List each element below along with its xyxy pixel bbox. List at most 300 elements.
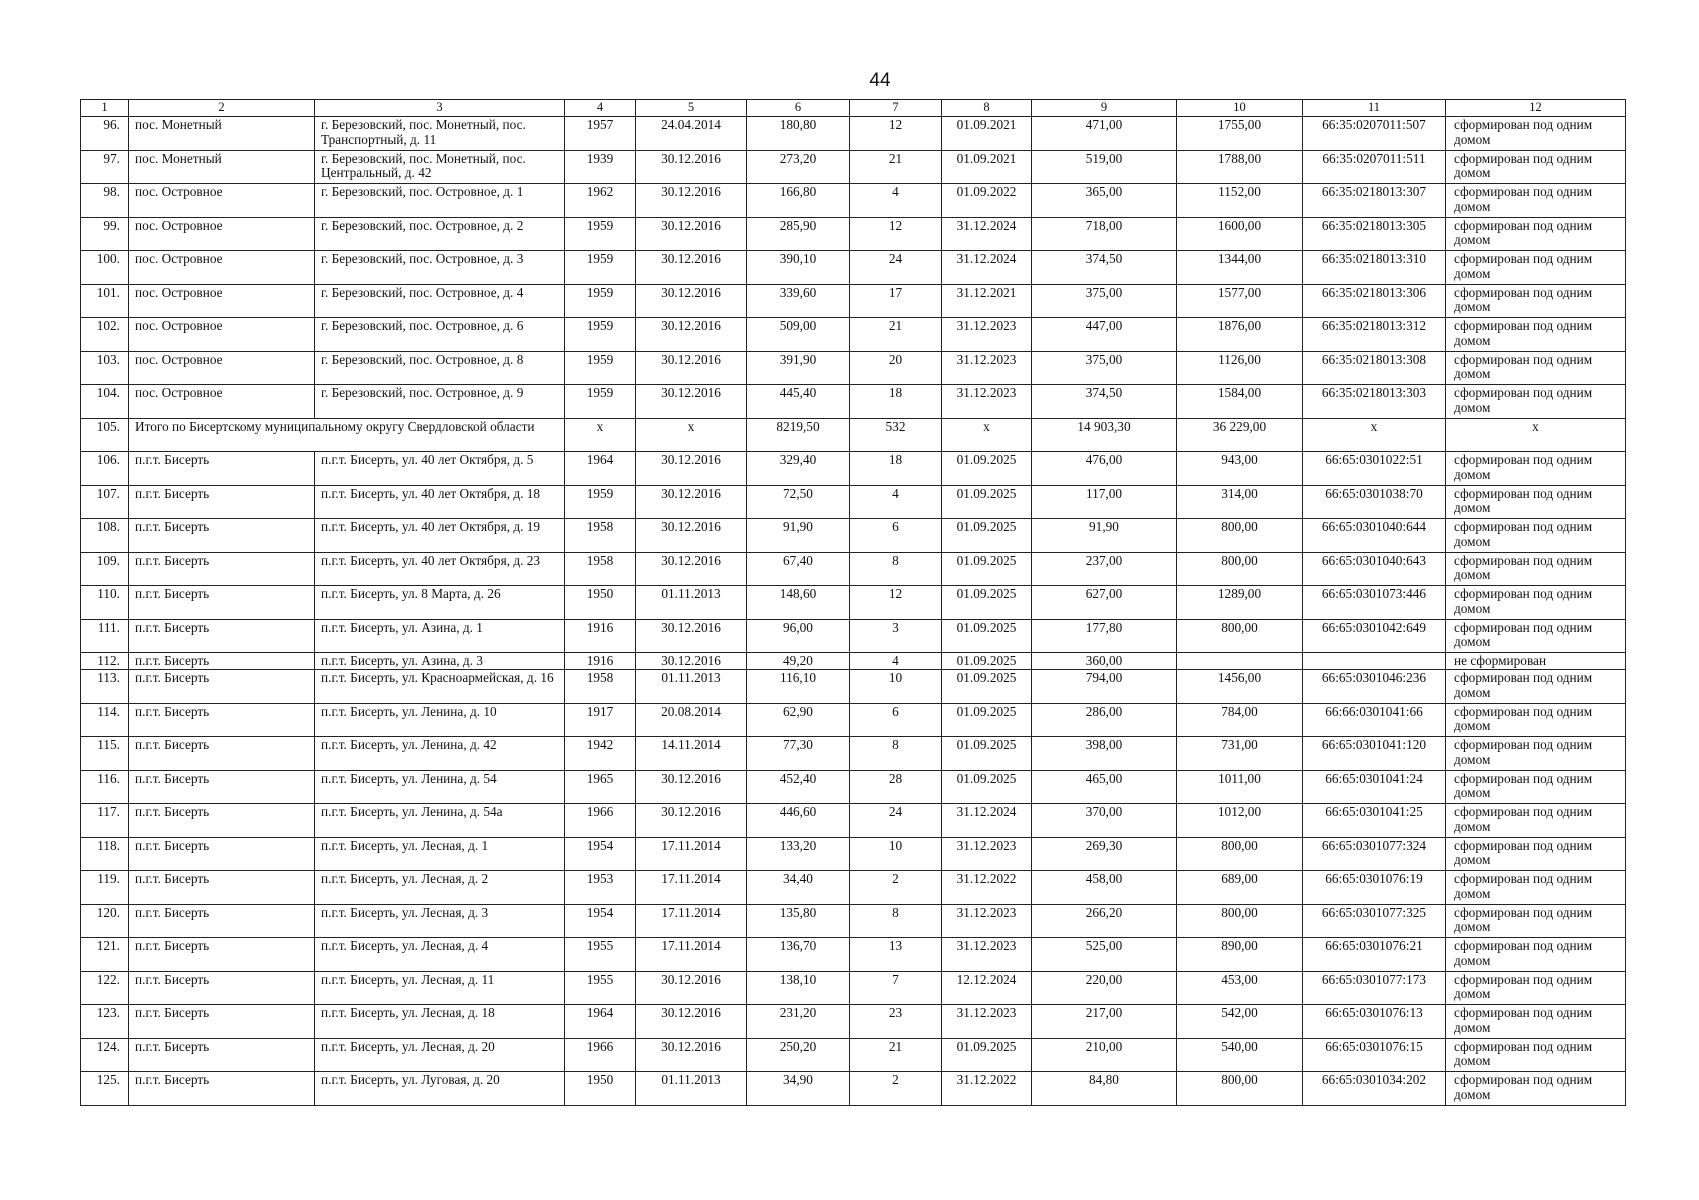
- registration-date: 30.12.2016: [636, 351, 747, 385]
- table-row: [81, 1072, 1626, 1106]
- build-year: 1966: [565, 804, 636, 838]
- value-col10: 1011,00: [1177, 770, 1303, 804]
- value-col9: 237,00: [1032, 552, 1177, 586]
- value-col9: 217,00: [1032, 1005, 1177, 1039]
- cadastral-number: 66:65:0301076:19: [1303, 871, 1446, 905]
- registration-date: 30.12.2016: [636, 1005, 747, 1039]
- build-year: 1966: [565, 1038, 636, 1072]
- value-col9: 476,00: [1032, 452, 1177, 486]
- registration-date: 30.12.2016: [636, 653, 747, 670]
- housing-registry-table: [80, 99, 1626, 1106]
- value-col10: 36 229,00: [1177, 418, 1303, 452]
- value-col10: 890,00: [1177, 938, 1303, 972]
- settlement-name: п.г.т. Бисерть: [129, 619, 315, 653]
- land-status: сформирован под одним домом: [1446, 251, 1626, 285]
- row-number: 123.: [81, 1005, 129, 1039]
- deadline-date: 01.09.2025: [942, 619, 1032, 653]
- residents-count: 18: [850, 452, 942, 486]
- value-col10: 1126,00: [1177, 351, 1303, 385]
- registration-date: 01.11.2013: [636, 586, 747, 620]
- value-col9: 374,50: [1032, 251, 1177, 285]
- deadline-date: 31.12.2024: [942, 217, 1032, 251]
- table-row: [81, 284, 1626, 318]
- registration-date: 30.12.2016: [636, 150, 747, 184]
- value-col10: 314,00: [1177, 485, 1303, 519]
- land-status: сформирован под одним домом: [1446, 1005, 1626, 1039]
- residents-count: 23: [850, 1005, 942, 1039]
- address: г. Березовский, пос. Островное, д. 1: [315, 184, 565, 218]
- cadastral-number: 66:65:0301046:236: [1303, 670, 1446, 704]
- value-col10: 1456,00: [1177, 670, 1303, 704]
- value-col10: 800,00: [1177, 904, 1303, 938]
- table-row: [81, 452, 1626, 486]
- deadline-date: 01.09.2025: [942, 1038, 1032, 1072]
- residents-count: 18: [850, 385, 942, 419]
- address: г. Березовский, пос. Островное, д. 8: [315, 351, 565, 385]
- address: п.г.т. Бисерть, ул. 40 лет Октября, д. 19: [315, 519, 565, 553]
- settlement-name: п.г.т. Бисерть: [129, 653, 315, 670]
- column-number: 11: [1303, 100, 1446, 117]
- cadastral-number: 66:66:0301041:66: [1303, 703, 1446, 737]
- address: п.г.т. Бисерть, ул. 40 лет Октября, д. 18: [315, 485, 565, 519]
- build-year: 1959: [565, 284, 636, 318]
- registration-date: 17.11.2014: [636, 938, 747, 972]
- cadastral-number: 66:65:0301077:173: [1303, 971, 1446, 1005]
- table-row: [81, 770, 1626, 804]
- table-row: [81, 871, 1626, 905]
- area-value: 67,40: [747, 552, 850, 586]
- settlement-name: пос. Островное: [129, 184, 315, 218]
- area-value: 8219,50: [747, 418, 850, 452]
- area-value: 452,40: [747, 770, 850, 804]
- area-value: 62,90: [747, 703, 850, 737]
- address: п.г.т. Бисерть, ул. 40 лет Октября, д. 23: [315, 552, 565, 586]
- address: п.г.т. Бисерть, ул. Лесная, д. 11: [315, 971, 565, 1005]
- value-col10: 689,00: [1177, 871, 1303, 905]
- deadline-date: 01.09.2022: [942, 184, 1032, 218]
- page-number: 44: [869, 70, 891, 91]
- registration-date: 30.12.2016: [636, 485, 747, 519]
- table-row: [81, 251, 1626, 285]
- settlement-name: п.г.т. Бисерть: [129, 871, 315, 905]
- table-row: [81, 670, 1626, 704]
- value-col9: 365,00: [1032, 184, 1177, 218]
- value-col10: 453,00: [1177, 971, 1303, 1005]
- residents-count: 10: [850, 837, 942, 871]
- value-col10: 800,00: [1177, 837, 1303, 871]
- deadline-date: 31.12.2023: [942, 318, 1032, 352]
- land-status: сформирован под одним домом: [1446, 184, 1626, 218]
- area-value: 34,40: [747, 871, 850, 905]
- row-number: 120.: [81, 904, 129, 938]
- registration-date: 17.11.2014: [636, 871, 747, 905]
- build-year: 1958: [565, 670, 636, 704]
- settlement-name: п.г.т. Бисерть: [129, 670, 315, 704]
- cadastral-number: 66:65:0301034:202: [1303, 1072, 1446, 1106]
- cadastral-number: 66:65:0301041:25: [1303, 804, 1446, 838]
- deadline-date: 01.09.2025: [942, 586, 1032, 620]
- residents-count: 21: [850, 1038, 942, 1072]
- column-number: 12: [1446, 100, 1626, 117]
- value-col9: 91,90: [1032, 519, 1177, 553]
- row-number: 114.: [81, 703, 129, 737]
- land-status: сформирован под одним домом: [1446, 485, 1626, 519]
- row-number: 111.: [81, 619, 129, 653]
- deadline-date: 31.12.2023: [942, 385, 1032, 419]
- build-year: 1964: [565, 452, 636, 486]
- deadline-date: 12.12.2024: [942, 971, 1032, 1005]
- address: п.г.т. Бисерть, ул. Лесная, д. 20: [315, 1038, 565, 1072]
- address: г. Березовский, пос. Островное, д. 4: [315, 284, 565, 318]
- value-col10: 1788,00: [1177, 150, 1303, 184]
- land-status: сформирован под одним домом: [1446, 703, 1626, 737]
- deadline-date: 01.09.2025: [942, 737, 1032, 771]
- value-col9: 177,80: [1032, 619, 1177, 653]
- row-number: 100.: [81, 251, 129, 285]
- row-number: 102.: [81, 318, 129, 352]
- area-value: 273,20: [747, 150, 850, 184]
- registration-date: 30.12.2016: [636, 385, 747, 419]
- value-col10: 800,00: [1177, 552, 1303, 586]
- value-col9: 286,00: [1032, 703, 1177, 737]
- build-year: 1939: [565, 150, 636, 184]
- build-year: 1958: [565, 519, 636, 553]
- land-status: сформирован под одним домом: [1446, 284, 1626, 318]
- build-year: 1917: [565, 703, 636, 737]
- table-row: [81, 1005, 1626, 1039]
- land-status: сформирован под одним домом: [1446, 770, 1626, 804]
- address: г. Березовский, пос. Монетный, пос. Транспортный, д. 11: [315, 117, 565, 151]
- table-row: [81, 150, 1626, 184]
- table-row: [81, 619, 1626, 653]
- cadastral-number: 66:65:0301038:70: [1303, 485, 1446, 519]
- residents-count: 12: [850, 117, 942, 151]
- deadline-date: 01.09.2025: [942, 452, 1032, 486]
- settlement-name: п.г.т. Бисерть: [129, 971, 315, 1005]
- registration-date: 30.12.2016: [636, 619, 747, 653]
- area-value: 180,80: [747, 117, 850, 151]
- area-value: 446,60: [747, 804, 850, 838]
- row-number: 124.: [81, 1038, 129, 1072]
- area-value: 166,80: [747, 184, 850, 218]
- row-number: 109.: [81, 552, 129, 586]
- column-number-row: [81, 100, 1626, 117]
- build-year: 1954: [565, 837, 636, 871]
- value-col10: 1012,00: [1177, 804, 1303, 838]
- residents-count: 13: [850, 938, 942, 972]
- deadline-date: 01.09.2021: [942, 150, 1032, 184]
- row-number: 104.: [81, 385, 129, 419]
- registration-date: 17.11.2014: [636, 904, 747, 938]
- value-col10: 1876,00: [1177, 318, 1303, 352]
- area-value: 509,00: [747, 318, 850, 352]
- value-col9: 266,20: [1032, 904, 1177, 938]
- area-value: 148,60: [747, 586, 850, 620]
- area-value: 250,20: [747, 1038, 850, 1072]
- land-status: сформирован под одним домом: [1446, 519, 1626, 553]
- area-value: 116,10: [747, 670, 850, 704]
- cadastral-number: 66:65:0301077:325: [1303, 904, 1446, 938]
- value-col10: 1600,00: [1177, 217, 1303, 251]
- row-number: 106.: [81, 452, 129, 486]
- residents-count: 6: [850, 703, 942, 737]
- residents-count: 17: [850, 284, 942, 318]
- residents-count: 3: [850, 619, 942, 653]
- table-row: [81, 703, 1626, 737]
- land-status: сформирован под одним домом: [1446, 737, 1626, 771]
- registration-date: 30.12.2016: [636, 284, 747, 318]
- table-row: [81, 904, 1626, 938]
- build-year: 1955: [565, 938, 636, 972]
- cadastral-number: 66:65:0301073:446: [1303, 586, 1446, 620]
- value-col10: 1289,00: [1177, 586, 1303, 620]
- cadastral-number: 66:35:0218013:312: [1303, 318, 1446, 352]
- land-status: сформирован под одним домом: [1446, 670, 1626, 704]
- cadastral-number: 66:35:0218013:308: [1303, 351, 1446, 385]
- build-year: 1953: [565, 871, 636, 905]
- residents-count: 4: [850, 184, 942, 218]
- residents-count: 4: [850, 653, 942, 670]
- row-number: 117.: [81, 804, 129, 838]
- residents-count: 24: [850, 251, 942, 285]
- deadline-date: 01.09.2025: [942, 703, 1032, 737]
- build-year: 1955: [565, 971, 636, 1005]
- value-col9: 398,00: [1032, 737, 1177, 771]
- settlement-name: п.г.т. Бисерть: [129, 1005, 315, 1039]
- settlement-name: п.г.т. Бисерть: [129, 586, 315, 620]
- build-year: x: [565, 418, 636, 452]
- settlement-name: п.г.т. Бисерть: [129, 938, 315, 972]
- settlement-name: пос. Островное: [129, 217, 315, 251]
- address: п.г.т. Бисерть, ул. 40 лет Октября, д. 5: [315, 452, 565, 486]
- value-col10: 800,00: [1177, 1072, 1303, 1106]
- land-status: сформирован под одним домом: [1446, 971, 1626, 1005]
- column-number: 9: [1032, 100, 1177, 117]
- deadline-date: 31.12.2022: [942, 871, 1032, 905]
- build-year: 1916: [565, 653, 636, 670]
- row-number: 103.: [81, 351, 129, 385]
- value-col9: 471,00: [1032, 117, 1177, 151]
- area-value: 136,70: [747, 938, 850, 972]
- build-year: 1962: [565, 184, 636, 218]
- build-year: 1959: [565, 485, 636, 519]
- cadastral-number: 66:65:0301076:13: [1303, 1005, 1446, 1039]
- row-number: 116.: [81, 770, 129, 804]
- total-label: Итого по Бисертскому муниципальному округу Свердловской области: [129, 418, 565, 452]
- registration-date: 01.11.2013: [636, 670, 747, 704]
- land-status: сформирован под одним домом: [1446, 904, 1626, 938]
- area-value: 49,20: [747, 653, 850, 670]
- address: п.г.т. Бисерть, ул. Ленина, д. 54: [315, 770, 565, 804]
- build-year: 1959: [565, 318, 636, 352]
- address: п.г.т. Бисерть, ул. Лесная, д. 4: [315, 938, 565, 972]
- build-year: 1959: [565, 351, 636, 385]
- cadastral-number: 66:35:0218013:310: [1303, 251, 1446, 285]
- row-number: 97.: [81, 150, 129, 184]
- land-status: сформирован под одним домом: [1446, 351, 1626, 385]
- deadline-date: 01.09.2025: [942, 552, 1032, 586]
- table-row: [81, 519, 1626, 553]
- area-value: 231,20: [747, 1005, 850, 1039]
- cadastral-number: 66:65:0301022:51: [1303, 452, 1446, 486]
- address: г. Березовский, пос. Островное, д. 9: [315, 385, 565, 419]
- land-status: сформирован под одним домом: [1446, 837, 1626, 871]
- registration-date: 30.12.2016: [636, 971, 747, 1005]
- area-value: 445,40: [747, 385, 850, 419]
- residents-count: 28: [850, 770, 942, 804]
- residents-count: 21: [850, 318, 942, 352]
- column-number: 2: [129, 100, 315, 117]
- deadline-date: 31.12.2023: [942, 351, 1032, 385]
- land-status: сформирован под одним домом: [1446, 150, 1626, 184]
- value-col9: 210,00: [1032, 1038, 1177, 1072]
- deadline-date: 31.12.2023: [942, 938, 1032, 972]
- area-value: 135,80: [747, 904, 850, 938]
- registration-date: 30.12.2016: [636, 804, 747, 838]
- registration-date: 01.11.2013: [636, 1072, 747, 1106]
- registration-date: 30.12.2016: [636, 770, 747, 804]
- residents-count: 7: [850, 971, 942, 1005]
- build-year: 1916: [565, 619, 636, 653]
- cadastral-number: 66:65:0301040:643: [1303, 552, 1446, 586]
- value-col10: 943,00: [1177, 452, 1303, 486]
- address: п.г.т. Бисерть, ул. Лесная, д. 1: [315, 837, 565, 871]
- settlement-name: пос. Монетный: [129, 117, 315, 151]
- settlement-name: п.г.т. Бисерть: [129, 485, 315, 519]
- value-col9: 525,00: [1032, 938, 1177, 972]
- address: г. Березовский, пос. Островное, д. 3: [315, 251, 565, 285]
- build-year: 1957: [565, 117, 636, 151]
- land-status: сформирован под одним домом: [1446, 1038, 1626, 1072]
- value-col9: 465,00: [1032, 770, 1177, 804]
- area-value: 91,90: [747, 519, 850, 553]
- registration-date: 24.04.2014: [636, 117, 747, 151]
- address: г. Березовский, пос. Островное, д. 2: [315, 217, 565, 251]
- deadline-date: 01.09.2025: [942, 770, 1032, 804]
- cadastral-number: 66:35:0218013:305: [1303, 217, 1446, 251]
- table-row: [81, 117, 1626, 151]
- settlement-name: п.г.т. Бисерть: [129, 552, 315, 586]
- total-row: [81, 418, 1626, 452]
- cadastral-number: 66:65:0301042:649: [1303, 619, 1446, 653]
- column-number: 6: [747, 100, 850, 117]
- value-col10: 1152,00: [1177, 184, 1303, 218]
- value-col10: [1177, 653, 1303, 670]
- settlement-name: пос. Островное: [129, 251, 315, 285]
- settlement-name: пос. Островное: [129, 318, 315, 352]
- residents-count: 2: [850, 871, 942, 905]
- build-year: 1950: [565, 1072, 636, 1106]
- settlement-name: пос. Островное: [129, 385, 315, 419]
- build-year: 1958: [565, 552, 636, 586]
- registration-date: 30.12.2016: [636, 251, 747, 285]
- address: п.г.т. Бисерть, ул. Красноармейская, д. 16: [315, 670, 565, 704]
- deadline-date: 31.12.2022: [942, 1072, 1032, 1106]
- build-year: 1965: [565, 770, 636, 804]
- area-value: 329,40: [747, 452, 850, 486]
- cadastral-number: 66:35:0218013:303: [1303, 385, 1446, 419]
- column-number: 7: [850, 100, 942, 117]
- residents-count: 532: [850, 418, 942, 452]
- deadline-date: 31.12.2024: [942, 251, 1032, 285]
- residents-count: 8: [850, 552, 942, 586]
- land-status: сформирован под одним домом: [1446, 1072, 1626, 1106]
- row-number: 125.: [81, 1072, 129, 1106]
- land-status: сформирован под одним домом: [1446, 552, 1626, 586]
- registration-date: 14.11.2014: [636, 737, 747, 771]
- row-number: 99.: [81, 217, 129, 251]
- value-col9: 458,00: [1032, 871, 1177, 905]
- address: п.г.т. Бисерть, ул. Лесная, д. 2: [315, 871, 565, 905]
- cadastral-number: 66:65:0301040:644: [1303, 519, 1446, 553]
- registration-date: 30.12.2016: [636, 318, 747, 352]
- build-year: 1950: [565, 586, 636, 620]
- table-row: [81, 737, 1626, 771]
- row-number: 112.: [81, 653, 129, 670]
- address: п.г.т. Бисерть, ул. Азина, д. 1: [315, 619, 565, 653]
- address: п.г.т. Бисерть, ул. 8 Марта, д. 26: [315, 586, 565, 620]
- deadline-date: 01.09.2025: [942, 519, 1032, 553]
- registration-date: 30.12.2016: [636, 217, 747, 251]
- area-value: 34,90: [747, 1072, 850, 1106]
- deadline-date: 31.12.2023: [942, 904, 1032, 938]
- value-col10: 731,00: [1177, 737, 1303, 771]
- column-number: 3: [315, 100, 565, 117]
- address: п.г.т. Бисерть, ул. Лесная, д. 18: [315, 1005, 565, 1039]
- value-col10: 540,00: [1177, 1038, 1303, 1072]
- value-col10: 1584,00: [1177, 385, 1303, 419]
- registration-date: 30.12.2016: [636, 1038, 747, 1072]
- row-number: 96.: [81, 117, 129, 151]
- column-number: 8: [942, 100, 1032, 117]
- value-col9: 627,00: [1032, 586, 1177, 620]
- build-year: 1964: [565, 1005, 636, 1039]
- settlement-name: п.г.т. Бисерть: [129, 452, 315, 486]
- column-number: 5: [636, 100, 747, 117]
- table-row: [81, 385, 1626, 419]
- column-number: 10: [1177, 100, 1303, 117]
- value-col9: 374,50: [1032, 385, 1177, 419]
- value-col10: 1344,00: [1177, 251, 1303, 285]
- address: п.г.т. Бисерть, ул. Азина, д. 3: [315, 653, 565, 670]
- deadline-date: 01.09.2025: [942, 670, 1032, 704]
- row-number: 119.: [81, 871, 129, 905]
- deadline-date: 31.12.2023: [942, 1005, 1032, 1039]
- value-col9: 117,00: [1032, 485, 1177, 519]
- value-col9: 269,30: [1032, 837, 1177, 871]
- value-col9: 718,00: [1032, 217, 1177, 251]
- value-col9: 84,80: [1032, 1072, 1177, 1106]
- value-col9: 14 903,30: [1032, 418, 1177, 452]
- cadastral-number: 66:35:0207011:511: [1303, 150, 1446, 184]
- land-status: сформирован под одним домом: [1446, 217, 1626, 251]
- column-number: 4: [565, 100, 636, 117]
- table-row: [81, 804, 1626, 838]
- land-status: сформирован под одним домом: [1446, 117, 1626, 151]
- cadastral-number: 66:65:0301076:15: [1303, 1038, 1446, 1072]
- registration-date: 30.12.2016: [636, 519, 747, 553]
- row-number: 108.: [81, 519, 129, 553]
- residents-count: 10: [850, 670, 942, 704]
- deadline-date: 01.09.2025: [942, 485, 1032, 519]
- address: п.г.т. Бисерть, ул. Ленина, д. 42: [315, 737, 565, 771]
- cadastral-number: 66:65:0301041:24: [1303, 770, 1446, 804]
- land-status: сформирован под одним домом: [1446, 318, 1626, 352]
- row-number: 115.: [81, 737, 129, 771]
- settlement-name: п.г.т. Бисерть: [129, 837, 315, 871]
- cadastral-number: 66:65:0301077:324: [1303, 837, 1446, 871]
- registration-date: 30.12.2016: [636, 184, 747, 218]
